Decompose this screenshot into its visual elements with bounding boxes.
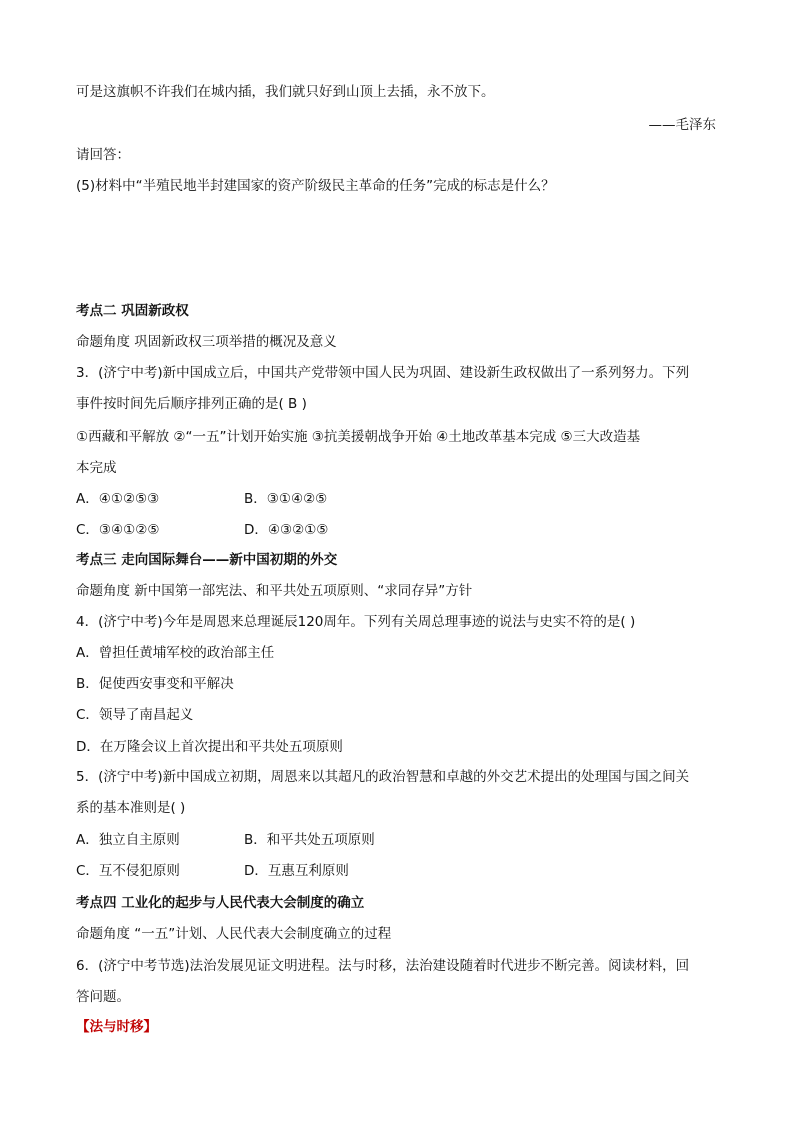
quote-attribution: ——毛泽东: [648, 117, 716, 133]
q3-items-line2: 本完成: [76, 460, 117, 476]
section-3-title: 考点三 走向国际舞台——新中国初期的外交: [76, 552, 338, 568]
q4-stem: 4．(济宁中考)今年是周恩来总理诞辰120周年。下列有关周总理事迹的说法与史实不符的是( ): [76, 614, 636, 630]
section-3-angle: 命题角度 新中国第一部宪法、和平共处五项原则、“求同存异”方针: [76, 583, 473, 599]
question-5-sub: (5)材料中“半殖民地半封建国家的资产阶级民主革命的任务”完成的标志是什么？: [76, 178, 555, 194]
q3-option-b: B．③①④②⑤: [244, 491, 328, 507]
q3-stem-line2: 事件按时间先后顺序排列正确的是( B ): [76, 396, 307, 412]
section-4-title: 考点四 工业化的起步与人民代表大会制度的确立: [76, 895, 365, 911]
q4-option-b: B．促使西安事变和平解决: [76, 676, 234, 692]
section-2-title: 考点二 巩固新政权: [76, 303, 189, 319]
q5-option-b: B．和平共处五项原则: [244, 832, 375, 848]
q3-option-d: D．④③②①⑤: [244, 522, 329, 538]
q5-option-c: C．互不侵犯原则: [76, 863, 180, 879]
section-2-angle: 命题角度 巩固新政权三项举措的概况及意义: [76, 334, 337, 350]
q3-option-a: A．④①②⑤③: [76, 491, 160, 507]
q3-items-line1: ①西藏和平解放 ②“一五”计划开始实施 ③抗美援朝战争开始 ④土地改革基本完成 ⑤三大改造基: [76, 429, 641, 445]
q3-stem-line1: 3．(济宁中考)新中国成立后，中国共产党带领中国人民为巩固、建设新生政权做出了一系列努力。下列: [76, 365, 690, 381]
section-4-angle: 命题角度 “一五”计划、人民代表大会制度确立的过程: [76, 926, 392, 942]
q5-stem-line2: 系的基本准则是( ): [76, 800, 186, 816]
q6-stem-line2: 答问题。: [76, 989, 130, 1005]
q5-option-a: A．独立自主原则: [76, 832, 180, 848]
q6-material-tag: 【法与时移】: [76, 1019, 157, 1035]
q5-option-d: D．互惠互利原则: [244, 863, 349, 879]
q6-stem-line1: 6．(济宁中考节选)法治发展见证文明进程。法与时移，法治建设随着时代进步不断完善。阅读材料，回: [76, 958, 690, 974]
q4-option-a: A．曾担任黄埔军校的政治部主任: [76, 645, 275, 661]
quote-text: 可是这旗帜不许我们在城内插，我们就只好到山顶上去插，永不放下。: [76, 84, 495, 100]
q5-stem-line1: 5．(济宁中考)新中国成立初期，周恩来以其超凡的政治智慧和卓越的外交艺术提出的处理国与国之间关: [76, 769, 690, 785]
q3-option-c: C．③④①②⑤: [76, 522, 160, 538]
q4-option-c: C．领导了南昌起义: [76, 707, 194, 723]
q4-option-d: D．在万隆会议上首次提出和平共处五项原则: [76, 739, 343, 755]
answer-prompt: 请回答：: [76, 147, 130, 163]
